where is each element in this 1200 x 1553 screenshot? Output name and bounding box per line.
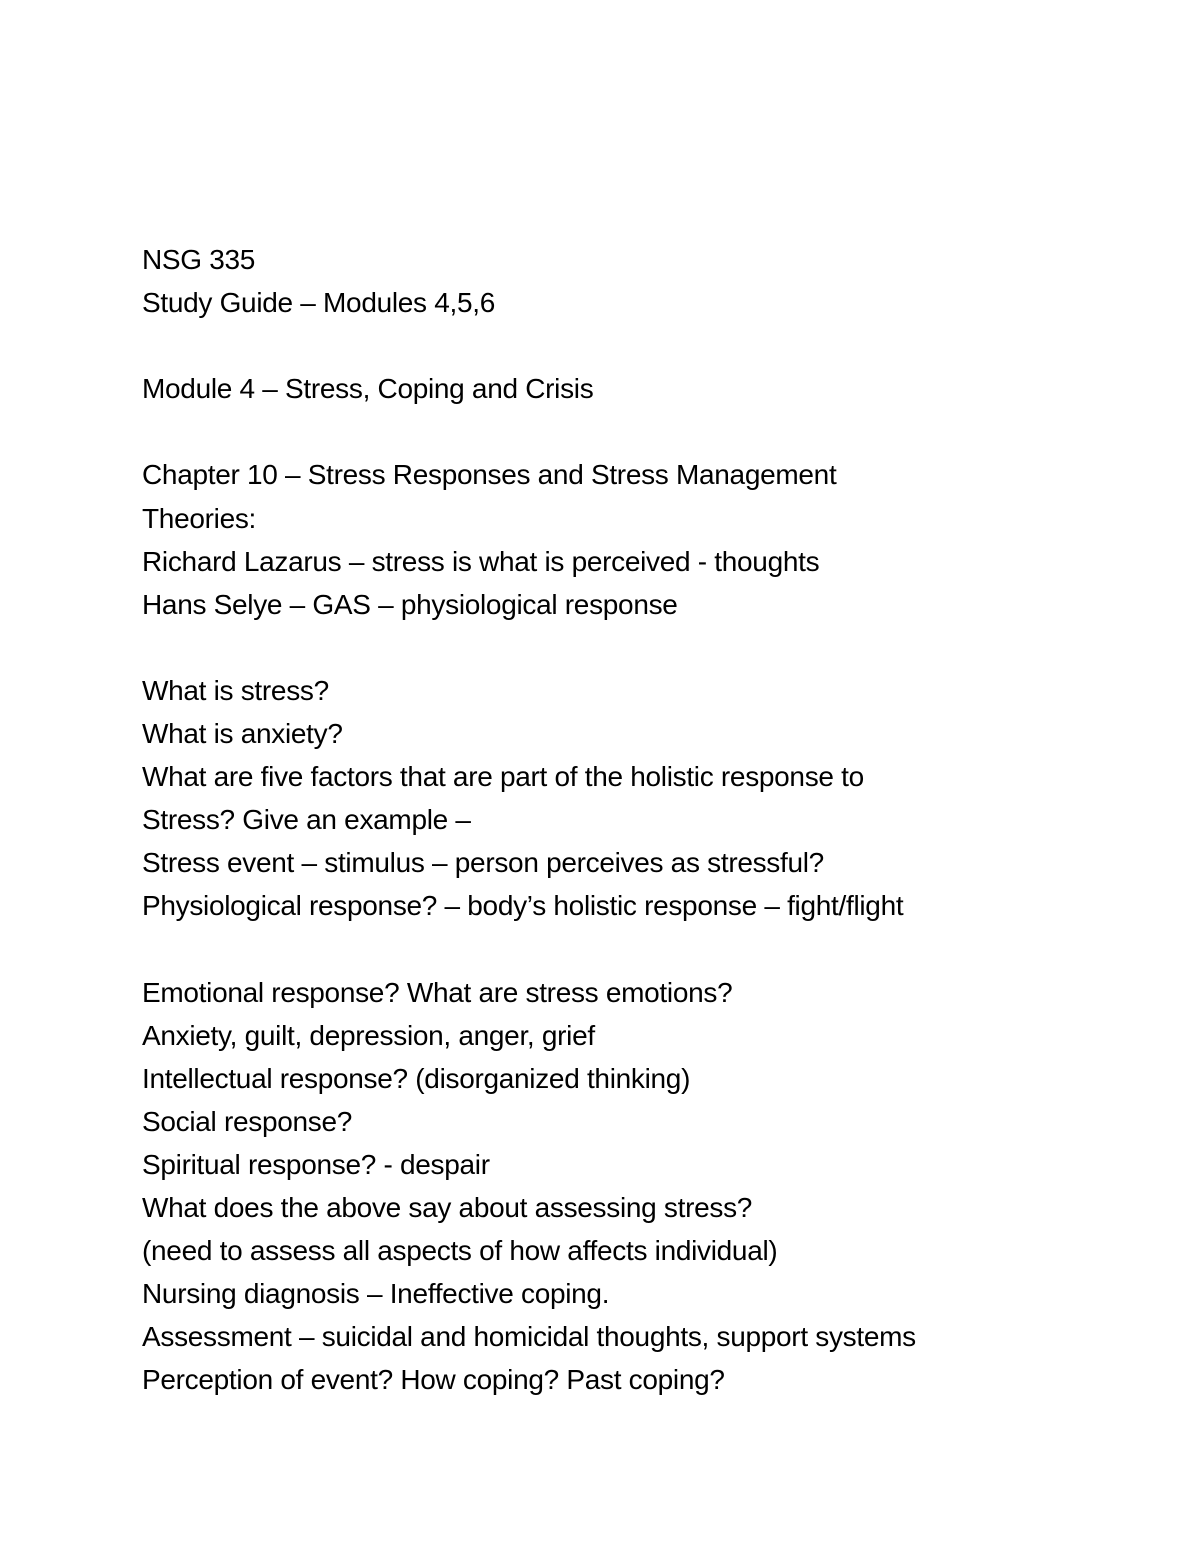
question-line: Stress event – stimulus – person perceives as stressful?: [142, 847, 824, 879]
question-line: Stress? Give an example –: [142, 804, 471, 836]
theory-line: Richard Lazarus – stress is what is perceived - thoughts: [142, 545, 820, 577]
response-line: Perception of event? How coping? Past coping?: [142, 1364, 725, 1396]
response-line: Assessment – suicidal and homicidal thoughts, support systems: [142, 1321, 916, 1353]
response-line: Spiritual response? - despair: [142, 1148, 490, 1180]
document-body: [142, 238, 1182, 1402]
theories-heading: Theories:: [142, 502, 257, 534]
blank-line: [142, 928, 1182, 971]
question-line: What are five factors that are part of the holistic response to: [142, 761, 864, 793]
guide-title: Study Guide – Modules 4,5,6: [142, 287, 496, 319]
response-line: Anxiety, guilt, depression, anger, grief: [142, 1019, 595, 1051]
blank-line: [142, 626, 1182, 669]
question-line: What is stress?: [142, 674, 329, 706]
blank-line: [142, 324, 1182, 367]
course-code: NSG 335: [142, 244, 256, 275]
question-line: What is anxiety?: [142, 718, 343, 750]
question-line: Physiological response? – body’s holistic response – fight/flight: [142, 890, 904, 922]
module-title: Module 4 – Stress, Coping and Crisis: [142, 373, 594, 405]
response-line: Emotional response? What are stress emotions?: [142, 976, 733, 1008]
theory-line: Hans Selye – GAS – physiological response: [142, 588, 678, 620]
blank-line: [142, 410, 1182, 453]
response-line: Nursing diagnosis – Ineffective coping.: [142, 1278, 610, 1310]
response-line: Social response?: [142, 1105, 352, 1137]
chapter-title: Chapter 10 – Stress Responses and Stress Management: [142, 459, 837, 491]
response-line: Intellectual response? (disorganized thinking): [142, 1062, 691, 1094]
response-line: What does the above say about assessing stress?: [142, 1192, 753, 1224]
response-line: (need to assess all aspects of how affects individual): [142, 1235, 778, 1267]
